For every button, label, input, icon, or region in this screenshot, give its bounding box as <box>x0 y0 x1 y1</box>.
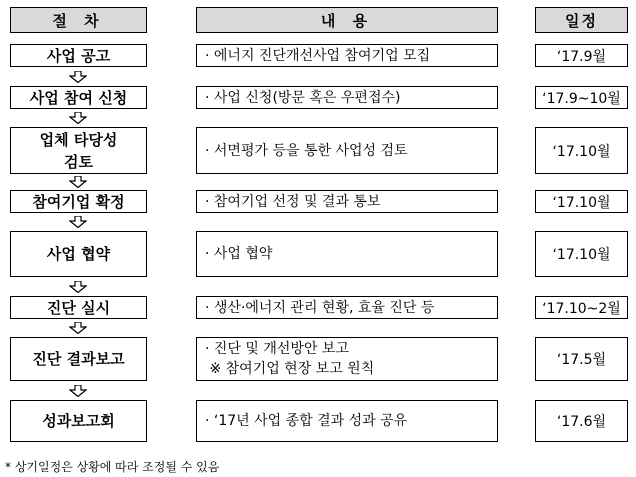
procedure-step: 사업 협약 <box>10 231 147 277</box>
procedure-content <box>196 44 498 67</box>
down-arrow-icon <box>69 385 87 397</box>
header-schedule: 일정 <box>535 7 628 33</box>
down-arrow-icon <box>69 112 87 124</box>
schedule-cell: ‘17.6월 <box>535 400 628 442</box>
procedure-content <box>196 190 498 213</box>
procedure-step: 성과보고회 <box>10 400 147 442</box>
content-line: · ‘17년 사업 종합 결과 성과 공유 <box>205 413 408 429</box>
schedule-cell: ‘17.9~10월 <box>535 86 628 109</box>
header-content: 내 용 <box>196 7 498 33</box>
procedure-content <box>196 231 498 277</box>
footnote: * 상기일정은 상황에 따라 조정될 수 있음 <box>5 460 220 474</box>
content-line: · 사업 협약 <box>205 246 273 262</box>
schedule-cell: ‘17.9월 <box>535 44 628 67</box>
schedule-cell: ‘17.10월 <box>535 190 628 213</box>
down-arrow-icon <box>69 216 87 228</box>
content-line: · 에너지 진단개선사업 참여기업 모집 <box>205 47 431 64</box>
procedure-step: 진단 실시 <box>10 296 147 319</box>
content-line: · 참여기업 선정 및 결과 통보 <box>205 193 381 210</box>
schedule-cell: ‘17.5월 <box>535 337 628 381</box>
down-arrow-icon <box>69 71 87 83</box>
schedule-cell: ‘17.10월 <box>535 231 628 277</box>
procedure-step: 사업 참여 신청 <box>10 86 147 109</box>
down-arrow-icon <box>69 176 87 188</box>
procedure-content <box>196 86 498 109</box>
content-line: · 생산·에너지 관리 현황, 효율 진단 등 <box>205 299 435 316</box>
schedule-cell: ‘17.10~2월 <box>535 296 628 319</box>
content-line: · 서면평가 등을 통한 사업성 검토 <box>205 142 408 159</box>
schedule-cell: ‘17.10월 <box>535 127 628 174</box>
procedure-content <box>196 296 498 319</box>
procedure-step: 업체 타당성 검토 <box>10 127 147 174</box>
down-arrow-icon <box>69 281 87 293</box>
procedure-content <box>196 127 498 174</box>
procedure-step: 진단 결과보고 <box>10 337 147 381</box>
procedure-content <box>196 400 498 442</box>
header-step: 절 차 <box>10 7 147 33</box>
content-line: · 사업 신청(방문 혹은 우편접수) <box>205 89 401 106</box>
procedure-step: 참여기업 확정 <box>10 190 147 213</box>
content-line: ※ 참여기업 현장 보고 원칙 <box>205 361 375 377</box>
procedure-step: 사업 공고 <box>10 44 147 67</box>
down-arrow-icon <box>69 322 87 334</box>
content-line: · 진단 및 개선방안 보고 <box>205 341 349 357</box>
procedure-content <box>196 337 498 381</box>
